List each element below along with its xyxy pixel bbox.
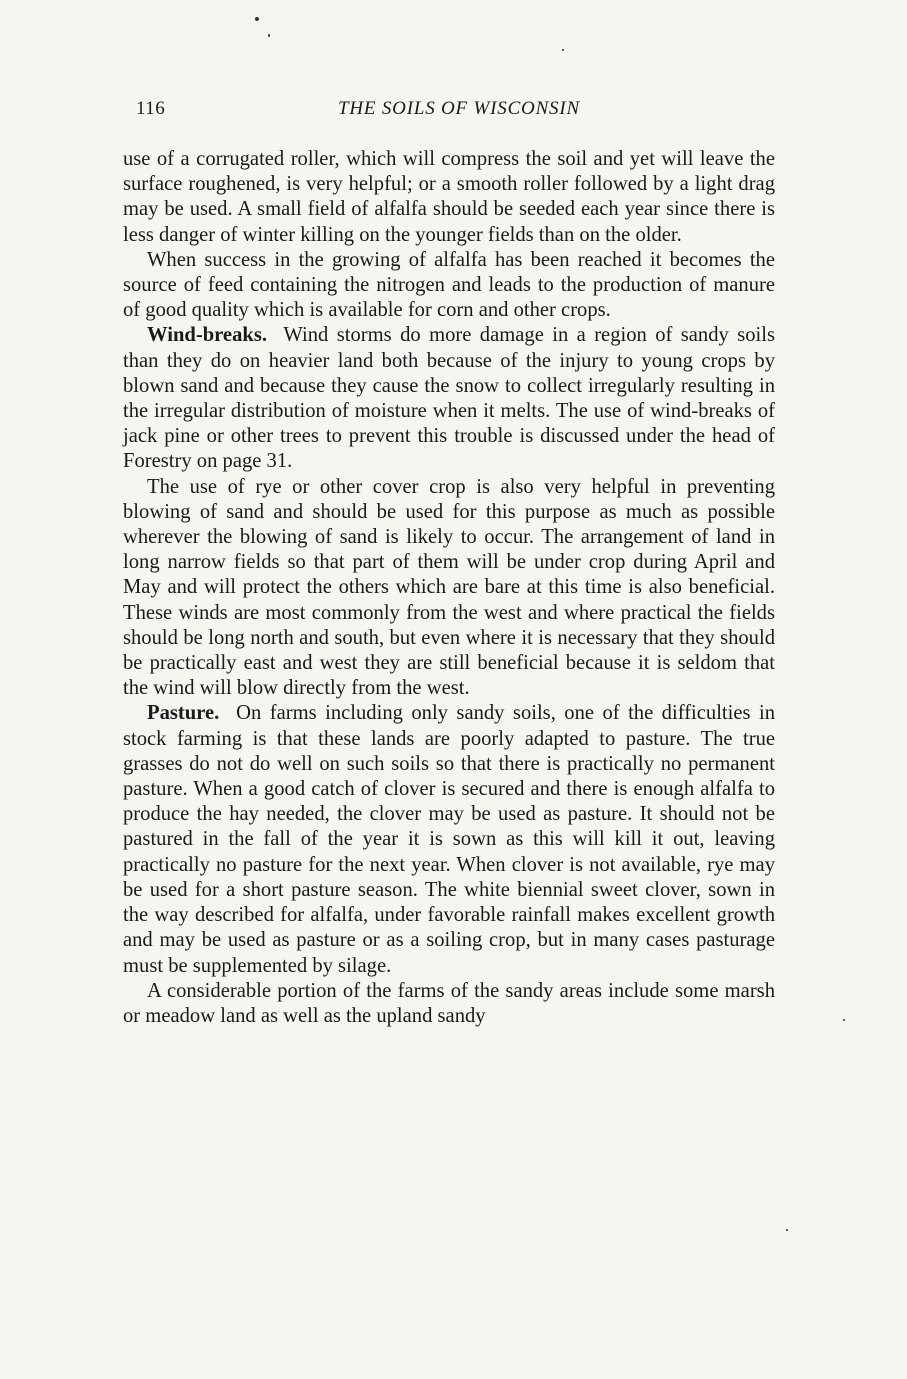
paragraph-cover-crop: [123, 475, 775, 702]
print-speck: [843, 1019, 845, 1021]
body-text: [123, 147, 775, 1029]
paragraph-text: A considerable portion of the farms of the sandy areas include some marsh or meadow land as well as the upland sandy: [123, 979, 775, 1027]
print-speck: [255, 17, 259, 21]
print-speck: [268, 34, 270, 37]
paragraph-continuation: [123, 147, 775, 248]
paragraph-text: When success in the growing of alfalfa has been reached it becomes the source of feed containing the nitrogen and leads to the production of manure of good quality which is available for corn and other crops.: [123, 248, 775, 322]
page-number: 116: [136, 98, 166, 119]
paragraph-pasture: [123, 701, 775, 978]
paragraph-text: Wind storms do more damage in a region of sandy soils than they do on heavier land both because of the injury to young crops by blown sand and because they cause the snow to collect irregularly resulting in the irregular distribution of moisture when it melts. The use of wind-breaks of jack pine or other trees to prevent this trouble is discussed under the head of Forestry on page 31.: [123, 324, 775, 473]
print-speck: [786, 1229, 788, 1231]
paragraph-text: On farms including only sandy soils, one of the difficulties in stock farming is that these lands are poorly adapted to pasture. The true grasses do not do well on such soils so that there is practically no permanent pasture. When a good catch of clover is secured and there is enough alfalfa to produce the hay needed, the clover may be used as pasture. It should not be pastured in the fall of the year it is sown as this will kill it out, leaving practically no pasture for the next year. When clover is not available, rye may be used for a short pasture season. The white biennial sweet clover, sown in the way described for alfalfa, under favorable rainfall makes excellent growth and may be used as pasture or as a soiling crop, but in many cases pasturage must be supplemented by silage.: [123, 702, 775, 977]
section-heading-pasture: Pasture.: [147, 702, 220, 725]
running-title: THE SOILS OF WISCONSIN: [338, 98, 580, 119]
page-header: [123, 98, 775, 128]
paragraph-wind-breaks: [123, 323, 775, 474]
print-speck: [562, 49, 564, 51]
paragraph-alfalfa-feed: [123, 248, 775, 324]
paragraph-marsh-land: [123, 979, 775, 1029]
paragraph-text: use of a corrugated roller, which will compress the soil and yet will leave the surface roughened, is very helpful; or a smooth roller followed by a light drag may be used. A small field of alfalfa should be seeded each year since there is less danger of winter killing on the younger fields than on the older.: [123, 148, 775, 246]
section-heading-wind-breaks: Wind-breaks.: [147, 324, 267, 347]
paragraph-text: The use of rye or other cover crop is also very helpful in preventing blowing of sand and should be used for this purpose as much as possible wherever the blowing of sand is likely to occur. The arrangement of land in long narrow fields so that part of them will be under crop during April and May and will protect the others which are bare at this time is also beneficial. These winds are most commonly from the west and where practical the fields should be long north and south, but even where it is necessary that they should be practically east and west they are still beneficial because it is seldom that the wind will blow directly from the west.: [123, 475, 775, 700]
